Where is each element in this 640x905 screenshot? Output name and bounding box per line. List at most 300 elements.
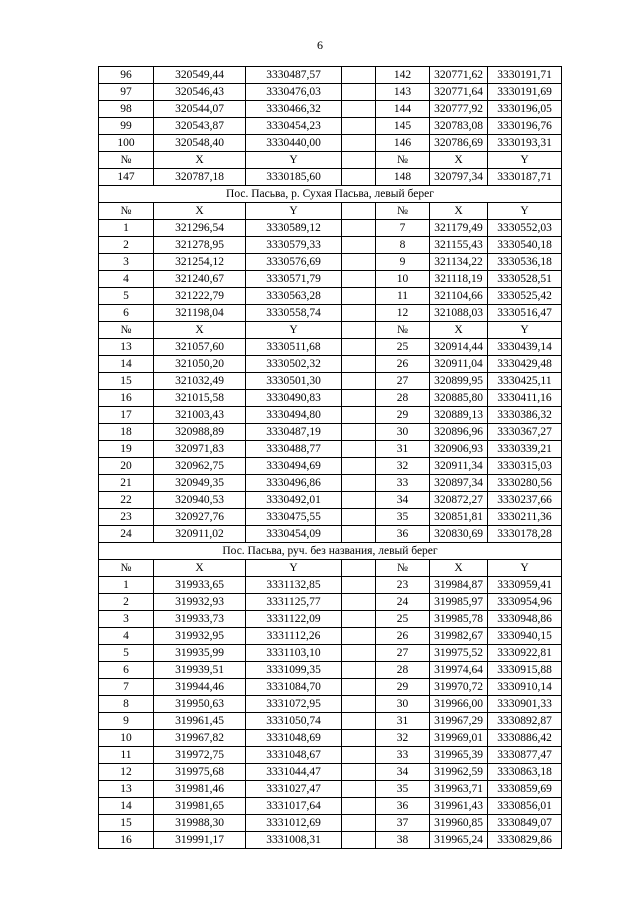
y-coordinate-left: 3330589,12: [246, 220, 342, 237]
table-row: [99, 730, 562, 747]
x-coordinate-right: 320889,13: [430, 407, 488, 424]
x-coordinate-left: 319939,51: [154, 662, 246, 679]
y-coordinate-left: 3330502,32: [246, 356, 342, 373]
point-number-left: 10: [99, 730, 154, 747]
point-number-right: 24: [376, 594, 430, 611]
y-coordinate-right: 3330552,03: [488, 220, 562, 237]
table-row: [99, 764, 562, 781]
table-row: [99, 271, 562, 288]
point-number-left: 4: [99, 628, 154, 645]
spacer-cell: [342, 475, 376, 492]
y-coordinate-left: 3330494,69: [246, 458, 342, 475]
point-number-left: 5: [99, 288, 154, 305]
y-coordinate-left: 3330487,19: [246, 424, 342, 441]
x-coordinate-right: 320911,34: [430, 458, 488, 475]
x-coordinate-left: 321254,12: [154, 254, 246, 271]
y-coordinate-right: 3330191,71: [488, 67, 562, 84]
x-coordinate-left: 319967,82: [154, 730, 246, 747]
x-coordinate-right: 319965,39: [430, 747, 488, 764]
y-coordinate-right: 3330892,87: [488, 713, 562, 730]
table-row: [99, 679, 562, 696]
y-coordinate-left: 3330487,57: [246, 67, 342, 84]
x-coordinate-right: 320797,34: [430, 169, 488, 186]
y-coordinate-right: 3330178,28: [488, 526, 562, 543]
point-number-left: 3: [99, 254, 154, 271]
point-number-left: 11: [99, 747, 154, 764]
header-row: [99, 203, 562, 220]
point-number-left: 2: [99, 594, 154, 611]
y-coordinate-left: 3330576,69: [246, 254, 342, 271]
x-coordinate-right: 320777,92: [430, 101, 488, 118]
x-coordinate-right: 320771,64: [430, 84, 488, 101]
y-coordinate-left: 3330563,28: [246, 288, 342, 305]
header-number-right: №: [376, 322, 430, 339]
table-row: [99, 798, 562, 815]
table-row: [99, 662, 562, 679]
table-row: [99, 254, 562, 271]
point-number-right: 33: [376, 475, 430, 492]
table-row: [99, 747, 562, 764]
header-x-left: X: [154, 322, 246, 339]
point-number-right: 8: [376, 237, 430, 254]
point-number-left: 4: [99, 271, 154, 288]
point-number-right: 27: [376, 373, 430, 390]
y-coordinate-right: 3330425,11: [488, 373, 562, 390]
point-number-left: 7: [99, 679, 154, 696]
y-coordinate-left: 3331122,09: [246, 611, 342, 628]
y-coordinate-right: 3330954,96: [488, 594, 562, 611]
x-coordinate-right: 319962,59: [430, 764, 488, 781]
header-x-right: X: [430, 152, 488, 169]
spacer-cell: [342, 492, 376, 509]
x-coordinate-right: 319975,52: [430, 645, 488, 662]
spacer-cell: [342, 577, 376, 594]
spacer-cell: [342, 696, 376, 713]
point-number-right: 26: [376, 628, 430, 645]
x-coordinate-left: 321050,20: [154, 356, 246, 373]
y-coordinate-right: 3330525,42: [488, 288, 562, 305]
x-coordinate-left: 320971,83: [154, 441, 246, 458]
x-coordinate-right: 320872,27: [430, 492, 488, 509]
y-coordinate-left: 3330488,77: [246, 441, 342, 458]
x-coordinate-left: 320549,44: [154, 67, 246, 84]
spacer-cell: [342, 203, 376, 220]
table-row: [99, 611, 562, 628]
point-number-right: 23: [376, 577, 430, 594]
y-coordinate-left: 3331044,47: [246, 764, 342, 781]
y-coordinate-left: 3330185,60: [246, 169, 342, 186]
spacer-cell: [342, 611, 376, 628]
y-coordinate-right: 3330863,18: [488, 764, 562, 781]
y-coordinate-right: 3330877,47: [488, 747, 562, 764]
point-number-left: 14: [99, 798, 154, 815]
table-row: [99, 781, 562, 798]
spacer-cell: [342, 254, 376, 271]
point-number-left: 2: [99, 237, 154, 254]
spacer-cell: [342, 798, 376, 815]
point-number-right: 144: [376, 101, 430, 118]
x-coordinate-left: 320988,89: [154, 424, 246, 441]
y-coordinate-right: 3330536,18: [488, 254, 562, 271]
header-y-right: Y: [488, 152, 562, 169]
y-coordinate-left: 3331125,77: [246, 594, 342, 611]
x-coordinate-left: 320962,75: [154, 458, 246, 475]
header-row: [99, 322, 562, 339]
point-number-right: 31: [376, 713, 430, 730]
point-number-left: 6: [99, 305, 154, 322]
table-row: [99, 118, 562, 135]
point-number-right: 11: [376, 288, 430, 305]
table-row: [99, 492, 562, 509]
spacer-cell: [342, 84, 376, 101]
point-number-right: 28: [376, 662, 430, 679]
spacer-cell: [342, 339, 376, 356]
y-coordinate-right: 3330959,41: [488, 577, 562, 594]
header-y-left: Y: [246, 560, 342, 577]
x-coordinate-right: 319966,00: [430, 696, 488, 713]
header-y-left: Y: [246, 322, 342, 339]
spacer-cell: [342, 220, 376, 237]
spacer-cell: [342, 764, 376, 781]
x-coordinate-right: 321104,66: [430, 288, 488, 305]
y-coordinate-right: 3330196,76: [488, 118, 562, 135]
spacer-cell: [342, 781, 376, 798]
y-coordinate-right: 3330915,88: [488, 662, 562, 679]
y-coordinate-right: 3330829,86: [488, 832, 562, 849]
table-row: [99, 220, 562, 237]
y-coordinate-right: 3330211,36: [488, 509, 562, 526]
header-row: [99, 560, 562, 577]
x-coordinate-left: 319972,75: [154, 747, 246, 764]
spacer-cell: [342, 441, 376, 458]
point-number-right: 34: [376, 492, 430, 509]
x-coordinate-right: 319970,72: [430, 679, 488, 696]
y-coordinate-left: 3331008,31: [246, 832, 342, 849]
x-coordinate-right: 321118,19: [430, 271, 488, 288]
point-number-right: 25: [376, 611, 430, 628]
point-number-right: 30: [376, 424, 430, 441]
header-y-right: Y: [488, 322, 562, 339]
y-coordinate-right: 3330940,15: [488, 628, 562, 645]
x-coordinate-left: 319932,95: [154, 628, 246, 645]
x-coordinate-right: 320830,69: [430, 526, 488, 543]
point-number-left: 16: [99, 832, 154, 849]
point-number-left: 97: [99, 84, 154, 101]
spacer-cell: [342, 67, 376, 84]
x-coordinate-right: 320911,04: [430, 356, 488, 373]
x-coordinate-right: 320914,44: [430, 339, 488, 356]
section-title: Пос. Пасьва, руч. без названия, левый берег: [99, 543, 562, 560]
page-number: 6: [317, 38, 323, 52]
x-coordinate-left: 319991,17: [154, 832, 246, 849]
y-coordinate-left: 3331084,70: [246, 679, 342, 696]
point-number-right: 29: [376, 407, 430, 424]
table-row: [99, 288, 562, 305]
point-number-left: 24: [99, 526, 154, 543]
x-coordinate-right: 320906,93: [430, 441, 488, 458]
header-x-right: X: [430, 322, 488, 339]
table-row: [99, 628, 562, 645]
y-coordinate-left: 3330440,00: [246, 135, 342, 152]
point-number-right: 36: [376, 798, 430, 815]
spacer-cell: [342, 560, 376, 577]
x-coordinate-left: 319988,30: [154, 815, 246, 832]
header-x-right: X: [430, 560, 488, 577]
spacer-cell: [342, 509, 376, 526]
y-coordinate-right: 3330280,56: [488, 475, 562, 492]
point-number-left: 15: [99, 815, 154, 832]
header-x-left: X: [154, 560, 246, 577]
spacer-cell: [342, 390, 376, 407]
x-coordinate-left: 319961,45: [154, 713, 246, 730]
point-number-right: 29: [376, 679, 430, 696]
table-row: [99, 305, 562, 322]
x-coordinate-right: 320783,08: [430, 118, 488, 135]
table-row: [99, 135, 562, 152]
y-coordinate-left: 3330494,80: [246, 407, 342, 424]
x-coordinate-left: 320544,07: [154, 101, 246, 118]
table-row: [99, 237, 562, 254]
spacer-cell: [342, 322, 376, 339]
y-coordinate-right: 3330901,33: [488, 696, 562, 713]
x-coordinate-left: 320787,18: [154, 169, 246, 186]
spacer-cell: [342, 305, 376, 322]
point-number-right: 27: [376, 645, 430, 662]
y-coordinate-right: 3330196,05: [488, 101, 562, 118]
x-coordinate-left: 319975,68: [154, 764, 246, 781]
x-coordinate-left: 319933,65: [154, 577, 246, 594]
x-coordinate-right: 319984,87: [430, 577, 488, 594]
x-coordinate-right: 321134,22: [430, 254, 488, 271]
point-number-right: 35: [376, 781, 430, 798]
header-y-right: Y: [488, 560, 562, 577]
y-coordinate-left: 3330466,32: [246, 101, 342, 118]
point-number-right: 146: [376, 135, 430, 152]
y-coordinate-left: 3331048,69: [246, 730, 342, 747]
table-row: [99, 67, 562, 84]
x-coordinate-left: 319944,46: [154, 679, 246, 696]
point-number-left: 9: [99, 713, 154, 730]
y-coordinate-left: 3330579,33: [246, 237, 342, 254]
x-coordinate-left: 321222,79: [154, 288, 246, 305]
y-coordinate-right: 3330922,81: [488, 645, 562, 662]
x-coordinate-left: 320911,02: [154, 526, 246, 543]
y-coordinate-left: 3330571,79: [246, 271, 342, 288]
table-row: [99, 441, 562, 458]
header-y-left: Y: [246, 203, 342, 220]
point-number-right: 12: [376, 305, 430, 322]
y-coordinate-left: 3330492,01: [246, 492, 342, 509]
table-row: [99, 424, 562, 441]
x-coordinate-left: 321278,95: [154, 237, 246, 254]
point-number-left: 1: [99, 577, 154, 594]
y-coordinate-left: 3331099,35: [246, 662, 342, 679]
x-coordinate-right: 319969,01: [430, 730, 488, 747]
spacer-cell: [342, 237, 376, 254]
spacer-cell: [342, 713, 376, 730]
spacer-cell: [342, 679, 376, 696]
header-number-left: №: [99, 152, 154, 169]
y-coordinate-left: 3330454,09: [246, 526, 342, 543]
y-coordinate-left: 3331132,85: [246, 577, 342, 594]
table-row: [99, 645, 562, 662]
point-number-left: 13: [99, 339, 154, 356]
spacer-cell: [342, 373, 376, 390]
x-coordinate-left: 320543,87: [154, 118, 246, 135]
point-number-left: 96: [99, 67, 154, 84]
x-coordinate-left: 321296,54: [154, 220, 246, 237]
table-row: [99, 407, 562, 424]
header-number-right: №: [376, 152, 430, 169]
spacer-cell: [342, 288, 376, 305]
point-number-right: 25: [376, 339, 430, 356]
spacer-cell: [342, 645, 376, 662]
table-row: [99, 458, 562, 475]
table-row: [99, 101, 562, 118]
table-row: [99, 339, 562, 356]
x-coordinate-left: 319981,46: [154, 781, 246, 798]
point-number-left: 15: [99, 373, 154, 390]
point-number-right: 35: [376, 509, 430, 526]
x-coordinate-right: 320771,62: [430, 67, 488, 84]
x-coordinate-left: 321032,49: [154, 373, 246, 390]
header-number-left: №: [99, 560, 154, 577]
section-title: Пос. Пасьва, р. Сухая Пасьва, левый берег: [99, 186, 562, 203]
header-number-right: №: [376, 203, 430, 220]
x-coordinate-right: 319965,24: [430, 832, 488, 849]
x-coordinate-left: 321015,58: [154, 390, 246, 407]
table-row: [99, 832, 562, 849]
y-coordinate-left: 3331017,64: [246, 798, 342, 815]
y-coordinate-left: 3330558,74: [246, 305, 342, 322]
y-coordinate-right: 3330339,21: [488, 441, 562, 458]
x-coordinate-left: 320940,53: [154, 492, 246, 509]
table-row: [99, 526, 562, 543]
y-coordinate-right: 3330859,69: [488, 781, 562, 798]
spacer-cell: [342, 101, 376, 118]
point-number-left: 20: [99, 458, 154, 475]
y-coordinate-right: 3330193,31: [488, 135, 562, 152]
point-number-left: 99: [99, 118, 154, 135]
y-coordinate-left: 3331103,10: [246, 645, 342, 662]
point-number-right: 26: [376, 356, 430, 373]
point-number-left: 5: [99, 645, 154, 662]
table-row: [99, 390, 562, 407]
point-number-left: 147: [99, 169, 154, 186]
point-number-right: 32: [376, 458, 430, 475]
x-coordinate-left: 319950,63: [154, 696, 246, 713]
point-number-right: 28: [376, 390, 430, 407]
spacer-cell: [342, 356, 376, 373]
x-coordinate-left: 321003,43: [154, 407, 246, 424]
header-row: [99, 152, 562, 169]
y-coordinate-right: 3330910,14: [488, 679, 562, 696]
y-coordinate-left: 3330476,03: [246, 84, 342, 101]
x-coordinate-right: 319985,97: [430, 594, 488, 611]
coordinates-table: [98, 66, 562, 849]
x-coordinate-right: 319967,29: [430, 713, 488, 730]
x-coordinate-left: 320949,35: [154, 475, 246, 492]
y-coordinate-right: 3330948,86: [488, 611, 562, 628]
header-y-left: Y: [246, 152, 342, 169]
point-number-left: 22: [99, 492, 154, 509]
header-x-left: X: [154, 203, 246, 220]
spacer-cell: [342, 271, 376, 288]
table-row: [99, 815, 562, 832]
point-number-right: 143: [376, 84, 430, 101]
spacer-cell: [342, 424, 376, 441]
table-row: [99, 594, 562, 611]
y-coordinate-left: 3331072,95: [246, 696, 342, 713]
point-number-right: 142: [376, 67, 430, 84]
y-coordinate-right: 3330856,01: [488, 798, 562, 815]
y-coordinate-left: 3331048,67: [246, 747, 342, 764]
y-coordinate-right: 3330367,27: [488, 424, 562, 441]
point-number-left: 13: [99, 781, 154, 798]
y-coordinate-left: 3331027,47: [246, 781, 342, 798]
point-number-left: 14: [99, 356, 154, 373]
point-number-right: 34: [376, 764, 430, 781]
table-row: [99, 84, 562, 101]
header-number-right: №: [376, 560, 430, 577]
spacer-cell: [342, 815, 376, 832]
point-number-left: 17: [99, 407, 154, 424]
spacer-cell: [342, 152, 376, 169]
x-coordinate-left: 321198,04: [154, 305, 246, 322]
x-coordinate-right: 320851,81: [430, 509, 488, 526]
spacer-cell: [342, 594, 376, 611]
table-row: [99, 696, 562, 713]
x-coordinate-right: 319974,64: [430, 662, 488, 679]
x-coordinate-right: 319982,67: [430, 628, 488, 645]
x-coordinate-right: 319960,85: [430, 815, 488, 832]
x-coordinate-right: 319985,78: [430, 611, 488, 628]
point-number-left: 19: [99, 441, 154, 458]
point-number-left: 16: [99, 390, 154, 407]
x-coordinate-right: 320897,34: [430, 475, 488, 492]
point-number-right: 30: [376, 696, 430, 713]
y-coordinate-right: 3330411,16: [488, 390, 562, 407]
table-row: [99, 356, 562, 373]
point-number-right: 7: [376, 220, 430, 237]
y-coordinate-right: 3330237,66: [488, 492, 562, 509]
spacer-cell: [342, 730, 376, 747]
spacer-cell: [342, 628, 376, 645]
x-coordinate-left: 319981,65: [154, 798, 246, 815]
point-number-left: 21: [99, 475, 154, 492]
x-coordinate-right: 320885,80: [430, 390, 488, 407]
point-number-right: 36: [376, 526, 430, 543]
point-number-left: 3: [99, 611, 154, 628]
section-title-row: [99, 186, 562, 203]
x-coordinate-right: 319961,43: [430, 798, 488, 815]
x-coordinate-left: 320927,76: [154, 509, 246, 526]
point-number-right: 37: [376, 815, 430, 832]
y-coordinate-left: 3330490,83: [246, 390, 342, 407]
x-coordinate-left: 320546,43: [154, 84, 246, 101]
table-row: [99, 169, 562, 186]
x-coordinate-left: 321240,67: [154, 271, 246, 288]
point-number-left: 100: [99, 135, 154, 152]
x-coordinate-left: 319935,99: [154, 645, 246, 662]
spacer-cell: [342, 135, 376, 152]
y-coordinate-right: 3330191,69: [488, 84, 562, 101]
y-coordinate-left: 3330511,68: [246, 339, 342, 356]
point-number-left: 18: [99, 424, 154, 441]
header-number-left: №: [99, 322, 154, 339]
spacer-cell: [342, 407, 376, 424]
table-row: [99, 713, 562, 730]
